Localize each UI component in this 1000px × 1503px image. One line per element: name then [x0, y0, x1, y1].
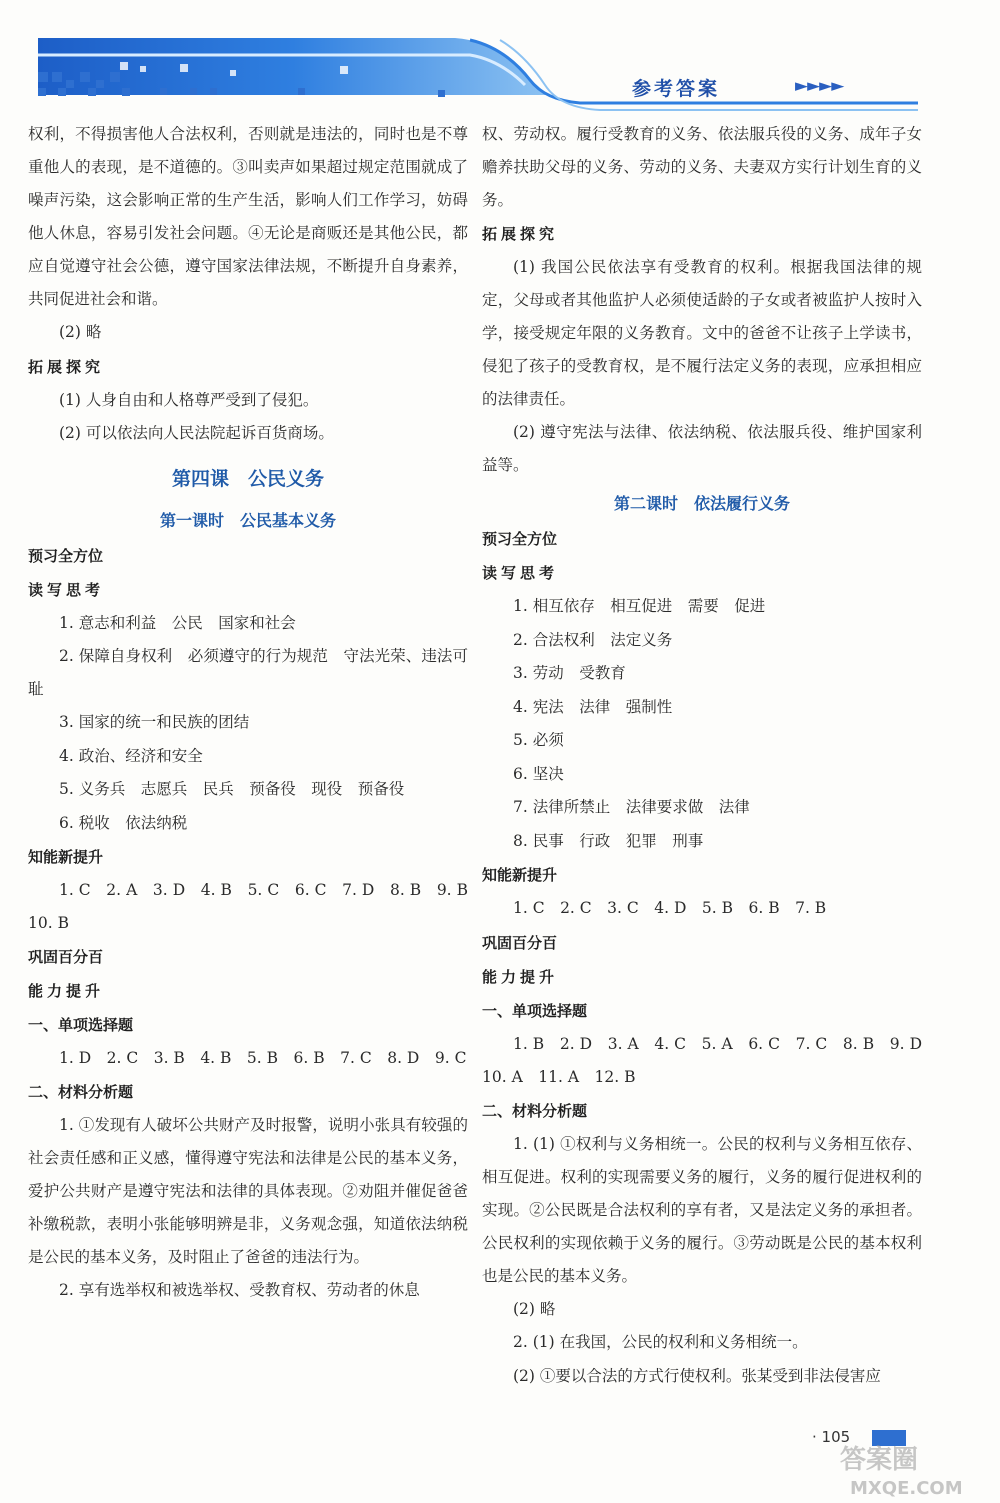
right-extend-heading: 拓展探究	[482, 225, 559, 243]
left-extend-answer-1: (1) 人身自由和人格尊严受到了侵犯。	[59, 390, 319, 409]
rw-item: 6. 坚决	[513, 764, 564, 783]
rw-item: 8. 民事 行政 犯罪 刑事	[513, 831, 704, 850]
rw-item: 5. 必须	[513, 731, 564, 749]
page-number: · 105	[812, 1428, 851, 1446]
header-title: 参考答案	[632, 78, 721, 100]
material-answer-2b: (2) ①要以合法的方式行使权利。张某受到非法侵害应	[513, 1366, 881, 1385]
left-answer-line: (2) 略	[59, 323, 102, 341]
preview-heading: 预习全方位	[482, 530, 558, 548]
preview-heading: 预习全方位	[28, 546, 104, 565]
rw-item: 2. 合法权利 法定义务	[513, 630, 673, 649]
right-column	[482, 118, 938, 1393]
material-heading: 二、材料分析题	[28, 1083, 134, 1101]
svg-text:答案圈: 答案圈	[840, 1445, 919, 1475]
rw-item: 3. 劳动 受教育	[513, 664, 626, 682]
material-answer-2: 2. (1) 在我国，公民的权利和义务相统一。	[513, 1333, 808, 1351]
rw-item: 7. 法律所禁止 法律要求做 法律	[513, 798, 750, 816]
header-banner-graphic	[0, 0, 1000, 118]
material-answer-2: 2. 享有选举权和被选举权、受教育权、劳动者的休息	[59, 1281, 420, 1299]
read-write-heading: 读写思考	[482, 564, 559, 582]
lesson-title: 第四课 公民义务	[171, 467, 324, 490]
ability-heading: 能力提升	[28, 982, 105, 1000]
single-choice-answers: 1. D 2. C 3. B 4. B 5. B 6. B 7. C 8. D 9. C	[59, 1049, 467, 1067]
rw-item: 5. 义务兵 志愿兵 民兵 预备役 现役 预备役	[59, 780, 405, 798]
period-title-1: 第一课时 公民基本义务	[159, 510, 336, 530]
single-choice-heading: 一、单项选择题	[28, 1016, 134, 1034]
rw-item: 4. 政治、经济和安全	[59, 746, 203, 765]
knowledge-heading: 知能新提升	[28, 848, 104, 866]
material-answer-1: 1. ①发现有人破坏公共财产及时报警，说明小张具有较强的社会责任感和正义感，懂得遵守宪法和法律是公民的基本义务，爱护公共财产是遵守宪法和法律的具体表现。②劝阻并催促爸爸补缴税款，表明小张能够明辨是非，义务观念强，知道依法纳税是公民的基本义务，及时阻止了爸爸的违法行为。	[28, 1116, 468, 1266]
rw-item: 3. 国家的统一和民族的团结	[59, 713, 250, 731]
left-extend-heading: 拓展探究	[28, 357, 105, 376]
knowledge-heading: 知能新提升	[482, 866, 558, 884]
consolidate-heading: 巩固百分百	[482, 933, 558, 952]
watermark-logo	[820, 1440, 995, 1500]
ability-heading: 能力提升	[482, 967, 559, 986]
right-paragraph: 权、劳动权。履行受教育的义务、依法服兵役的义务、成年子女赡养扶助父母的义务、劳动的义务、夫妻双方实行计划生育的义务。	[482, 125, 922, 209]
material-answer-1b: (2) 略	[513, 1299, 556, 1318]
rw-item: 1. 相互依存 相互促进 需要 促进	[513, 597, 766, 615]
header-arrows-icon: ►►►►	[795, 76, 844, 96]
rw-item: 2. 保障自身权利 必须遵守的行为规范 守法光荣、违法可耻	[28, 647, 468, 698]
single-choice-heading: 一、单项选择题	[482, 1001, 588, 1020]
knowledge-answers: 1. C 2. C 3. C 4. D 5. B 6. B 7. B	[513, 899, 827, 917]
knowledge-answers: 1. C 2. A 3. D 4. B 5. C 6. C 7. D 8. B 9. B 10. B	[28, 881, 484, 932]
rw-item: 4. 宪法 法律 强制性	[513, 697, 673, 716]
read-write-heading: 读写思考	[28, 580, 105, 599]
single-choice-answers: 1. B 2. D 3. A 4. C 5. A 6. C 7. C 8. B 9. D 10. A 11. A 12. B	[482, 1034, 938, 1086]
left-paragraph: 权利，不得损害他人合法权利，否则就是违法的，同时也是不尊重他人的表现，是不道德的。③叫卖声如果超过规定范围就成了噪声污染，这会影响正常的生产生活，影响人们工作学习，妨碍他人休息，容易引发社会问题。④无论是商贩还是其他公民，都应自觉遵守社会公德，遵守国家法律法规，不断提升自身素养，共同促进社会和谐。	[28, 125, 468, 308]
material-answer-1: 1. (1) ①权利与义务相统一。公民的权利与义务相互依存、相互促进。权利的实现需要义务的履行，义务的履行促进权利的实现。②公民既是合法权利的享有者，又是法定义务的承担者。公民权利的实现依赖于义务的履行。③劳动既是公民的基本权利也是公民的基本义务。	[482, 1134, 922, 1285]
left-extend-answer-2: (2) 可以依法向人民法院起诉百货商场。	[59, 424, 334, 442]
rw-item: 1. 意志和利益 公民 国家和社会	[59, 613, 296, 632]
right-extend-answer-1: (1) 我国公民依法享有受教育的权利。根据我国法律的规定，父母或者其他监护人必须使适龄的子女或者被监护人按时入学，接受规定年限的义务教育。文中的爸爸不让孩子上学读书，侵犯了孩子的受教育权，是不履行法定义务的表现，应承担相应的法律责任。	[482, 258, 922, 408]
page-header	[0, 0, 1000, 118]
right-extend-answer-2: (2) 遵守宪法与法律、依法纳税、依法服兵役、维护国家利益等。	[482, 423, 922, 474]
svg-text:MXQE.COM: MXQE.COM	[850, 1478, 963, 1499]
material-heading: 二、材料分析题	[482, 1101, 588, 1120]
period-title-2: 第二课时 依法履行义务	[613, 494, 790, 513]
rw-item: 6. 税收 依法纳税	[59, 813, 188, 832]
left-column	[28, 118, 484, 1307]
consolidate-heading: 巩固百分百	[28, 948, 104, 966]
